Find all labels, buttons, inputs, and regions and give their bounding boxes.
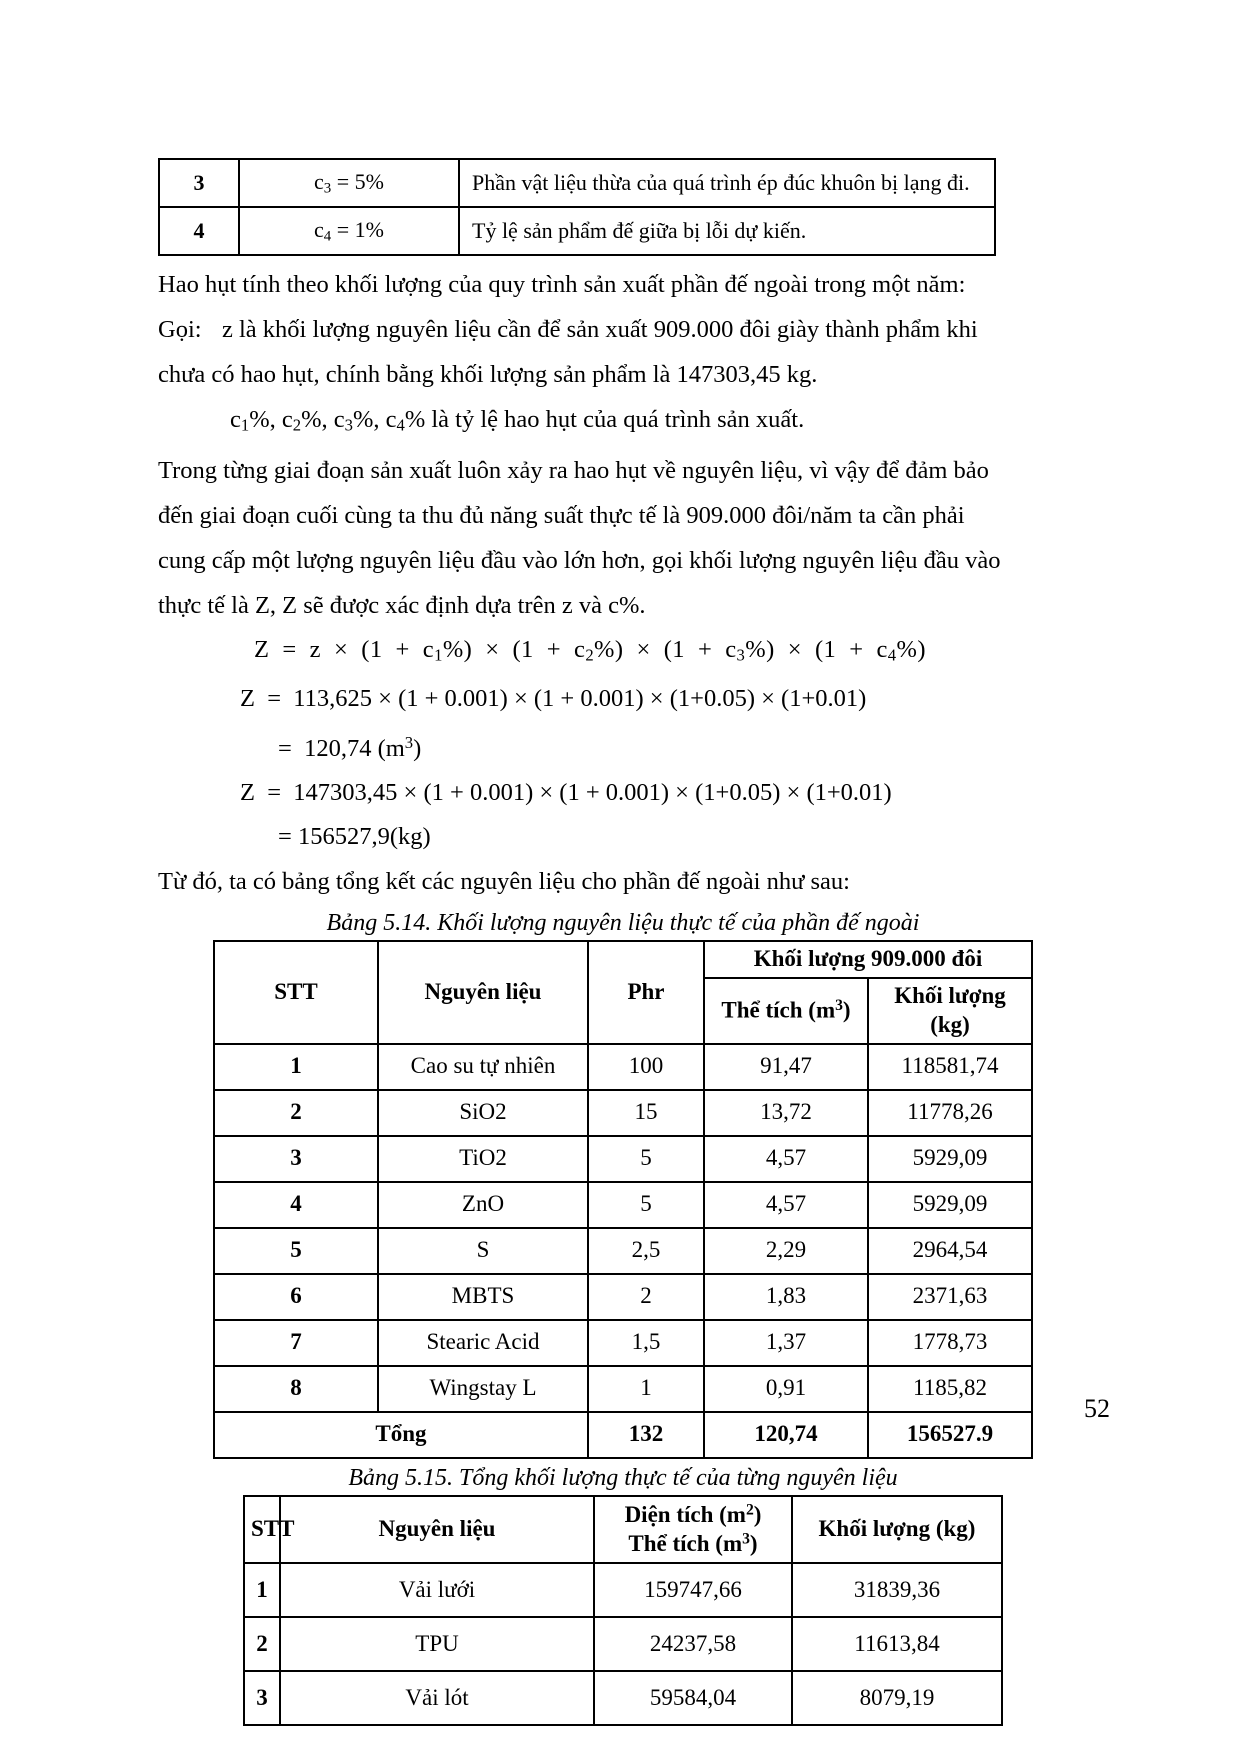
table-row xyxy=(159,159,995,207)
table-row xyxy=(214,1182,1032,1228)
cell-mass: 1778,73 xyxy=(868,1320,1032,1366)
cell-phr: 15 xyxy=(588,1090,704,1136)
table-row xyxy=(214,1044,1032,1090)
cell-volume: 2,29 xyxy=(704,1228,868,1274)
header-mass: Khối lượng (kg) xyxy=(792,1496,1002,1564)
cell-volume: 1,37 xyxy=(704,1320,868,1366)
page-number: 52 xyxy=(1084,1394,1110,1423)
cell-stt: 2 xyxy=(244,1617,280,1671)
table-header-row xyxy=(214,941,1032,978)
cell-volume: 4,57 xyxy=(704,1182,868,1228)
table-row xyxy=(214,1090,1032,1136)
table-row xyxy=(244,1617,1002,1671)
formula-c1-subscript: 1 xyxy=(434,645,443,665)
goi-text: z là khối lượng nguyên liệu cần để sản xuất 909.000 đôi giày thành phẩm khi xyxy=(222,316,978,343)
cell-material: TPU xyxy=(280,1617,594,1671)
cell-area: 24237,58 xyxy=(594,1617,792,1671)
paragraph-loss-intro: Hao hụt tính theo khối lượng của quy trình sản xuất phần đế ngoài trong một năm: xyxy=(158,271,966,298)
symbol-subscript: 3 xyxy=(323,180,332,197)
material-table-body xyxy=(214,1044,1032,1458)
cell-mass: 118581,74 xyxy=(868,1044,1032,1090)
paragraph-goi xyxy=(158,307,1088,352)
cell-mass: 1185,82 xyxy=(868,1366,1032,1412)
paragraph-stage-loss-2: đến giai đoạn cuối cùng ta thu đủ năng suất thực tế là 909.000 đôi/năm ta cần phải xyxy=(158,501,965,529)
c2-subscript: 2 xyxy=(292,415,302,435)
cell-stt: 3 xyxy=(214,1136,378,1182)
cell-mass: 31839,36 xyxy=(792,1563,1002,1617)
paragraph-stage-loss-4: thực tế là Z, Z sẽ được xác định dựa trên z và c%. xyxy=(158,591,646,619)
caption-table-515: Bảng 5.15. Tổng khối lượng thực tế của từng nguyên liệu xyxy=(348,1464,898,1491)
formula-volume-result: = 120,74 $(m^3)$ xyxy=(278,733,422,763)
table-row xyxy=(214,1274,1032,1320)
c1-subscript: 1 xyxy=(240,415,250,435)
header-material: Nguyên liệu xyxy=(280,1496,594,1564)
formula-mass-result: = 156527,9(kg) xyxy=(278,823,431,851)
cell-stt: 4 xyxy=(214,1182,378,1228)
cell-material: TiO2 xyxy=(378,1136,588,1182)
table-row xyxy=(244,1563,1002,1617)
cubic-meter-exponent: 3 xyxy=(404,733,414,753)
table-row xyxy=(214,1320,1032,1366)
cell-stt: 1 xyxy=(214,1044,378,1090)
table-row xyxy=(214,1228,1032,1274)
cell-material: Wingstay L xyxy=(378,1366,588,1412)
paragraph-stage-loss-3: cung cấp một lượng nguyên liệu đầu vào lớn hơn, gọi khối lượng nguyên liệu đầu vào xyxy=(158,546,1001,574)
cell-mass: 11778,26 xyxy=(868,1090,1032,1136)
cell-area: 159747,66 xyxy=(594,1563,792,1617)
material-mass-table xyxy=(213,940,1033,1458)
cubic-meter-exponent: 3 xyxy=(835,997,843,1015)
cell-phr: 5 xyxy=(588,1136,704,1182)
cell-stt: 1 xyxy=(244,1563,280,1617)
table-header-row xyxy=(244,1496,1002,1564)
cell-mass: 5929,09 xyxy=(868,1136,1032,1182)
cell-total-volume: 120,74 xyxy=(704,1412,868,1458)
cell-material: ZnO xyxy=(378,1182,588,1228)
cell-material: Stearic Acid xyxy=(378,1320,588,1366)
symbol-rest: = 1% xyxy=(331,217,384,243)
c3-subscript: 3 xyxy=(344,415,353,435)
cell-area: 59584,04 xyxy=(594,1671,792,1725)
header-material: Nguyên liệu xyxy=(378,941,588,1043)
symbol-rest: = 5% xyxy=(331,169,384,195)
page-content xyxy=(158,158,1088,1726)
header-mass-group: Khối lượng 909.000 đôi xyxy=(704,941,1032,978)
table-row xyxy=(214,1366,1032,1412)
paragraph-no-loss: chưa có hao hụt, chính bằng khối lượng sản phẩm là 147303,45 kg. xyxy=(158,361,818,388)
cell-volume: 0,91 xyxy=(704,1366,868,1412)
square-meter-exponent: 2 xyxy=(745,1501,754,1519)
coefficient-symbol xyxy=(239,159,459,207)
cell-mass: 2371,63 xyxy=(868,1274,1032,1320)
cell-mass: 11613,84 xyxy=(792,1617,1002,1671)
cell-material: SiO2 xyxy=(378,1090,588,1136)
header-area-volume: Diện tích $(m^2)$ Thể tích $(m^3)$ xyxy=(594,1496,792,1564)
table-row xyxy=(214,1136,1032,1182)
cell-phr: 1,5 xyxy=(588,1320,704,1366)
cell-phr: 100 xyxy=(588,1044,704,1090)
cell-stt: 7 xyxy=(214,1320,378,1366)
paragraph-stage-loss-1: Trong từng giai đoạn sản xuất luôn xảy ra hao hụt về nguyên liệu, vì vậy để đảm bảo xyxy=(158,456,989,484)
cell-material: Vải lót xyxy=(280,1671,594,1725)
cell-material: Vải lưới xyxy=(280,1563,594,1617)
cell-phr: 2,5 xyxy=(588,1228,704,1274)
cell-volume: 4,57 xyxy=(704,1136,868,1182)
total-material-table-body xyxy=(244,1563,1002,1725)
cubic-meter-exponent: 3 xyxy=(742,1530,750,1548)
paragraph-coefficients: $c_1\%$, $c_2\%$, $c_3\%$, $c_4\%$ là tỷ lệ hao hụt của quá trình sản xuất. xyxy=(230,406,805,435)
paragraph-summary-intro: Từ đó, ta có bảng tổng kết các nguyên liệu cho phần đế ngoài như sau: xyxy=(158,868,850,896)
cell-volume: 91,47 xyxy=(704,1044,868,1090)
cell-mass: 8079,19 xyxy=(792,1671,1002,1725)
cell-stt: 8 xyxy=(214,1366,378,1412)
cell-material: MBTS xyxy=(378,1274,588,1320)
table-row xyxy=(244,1671,1002,1725)
caption-table-514: Bảng 5.14. Khối lượng nguyên liệu thực tế của phần đế ngoài xyxy=(326,910,920,937)
symbol-subscript: 4 xyxy=(323,228,332,245)
formula-c3-subscript: 3 xyxy=(736,645,746,665)
cell-stt: 2 xyxy=(214,1090,378,1136)
formula-c4-subscript: 4 xyxy=(887,645,897,665)
symbol-base: c xyxy=(314,169,324,195)
goi-label: Gọi: xyxy=(158,316,202,343)
coefficient-description: Phần vật liệu thừa của quá trình ép đúc khuôn bị lạng đi. xyxy=(459,159,995,207)
cell-volume: 13,72 xyxy=(704,1090,868,1136)
header-phr: Phr xyxy=(588,941,704,1043)
formula-mass: Z = 147303,45 × (1 + 0.001) × (1 + 0.001) × (1+0.05) × (1+0.01) xyxy=(240,779,892,807)
coefficient-symbol xyxy=(239,207,459,255)
row-number: 4 xyxy=(159,207,239,255)
cell-phr: 1 xyxy=(588,1366,704,1412)
total-material-table xyxy=(243,1495,1003,1727)
row-number: 3 xyxy=(159,159,239,207)
symbol-base: c xyxy=(314,217,324,243)
header-volume: Thể tích $(m^3)$ xyxy=(704,978,868,1044)
formula-volume: Z = 113,625 × (1 + 0.001) × (1 + 0.001) × (1+0.05) × (1+0.01) xyxy=(240,685,867,713)
cell-total-phr: 132 xyxy=(588,1412,704,1458)
cell-stt: 5 xyxy=(214,1228,378,1274)
table-total-row xyxy=(214,1412,1032,1458)
formula-c2-subscript: 2 xyxy=(585,645,595,665)
cell-total-mass: 156527.9 xyxy=(868,1412,1032,1458)
cell-material: Cao su tự nhiên xyxy=(378,1044,588,1090)
formula-general: $Z = z \times (1 + c_1\%) \times (1 + c_2\%) \times (1 + c_3\%) \times (1 + c_4\%)$ xyxy=(254,635,926,665)
cell-stt: 6 xyxy=(214,1274,378,1320)
cell-mass: 5929,09 xyxy=(868,1182,1032,1228)
cell-stt: 3 xyxy=(244,1671,280,1725)
cell-volume: 1,83 xyxy=(704,1274,868,1320)
cell-phr: 2 xyxy=(588,1274,704,1320)
header-mass: Khối lượng (kg) xyxy=(868,978,1032,1044)
cell-material: S xyxy=(378,1228,588,1274)
header-stt: STT xyxy=(214,941,378,1043)
header-stt: STT xyxy=(244,1496,280,1564)
c4-subscript: 4 xyxy=(396,415,405,435)
coefficient-description: Tỷ lệ sản phẩm đế giữa bị lỗi dự kiến. xyxy=(459,207,995,255)
cell-mass: 2964,54 xyxy=(868,1228,1032,1274)
cell-phr: 5 xyxy=(588,1182,704,1228)
cell-total-label: Tổng xyxy=(214,1412,588,1458)
loss-coefficient-table xyxy=(158,158,996,256)
table-row xyxy=(159,207,995,255)
